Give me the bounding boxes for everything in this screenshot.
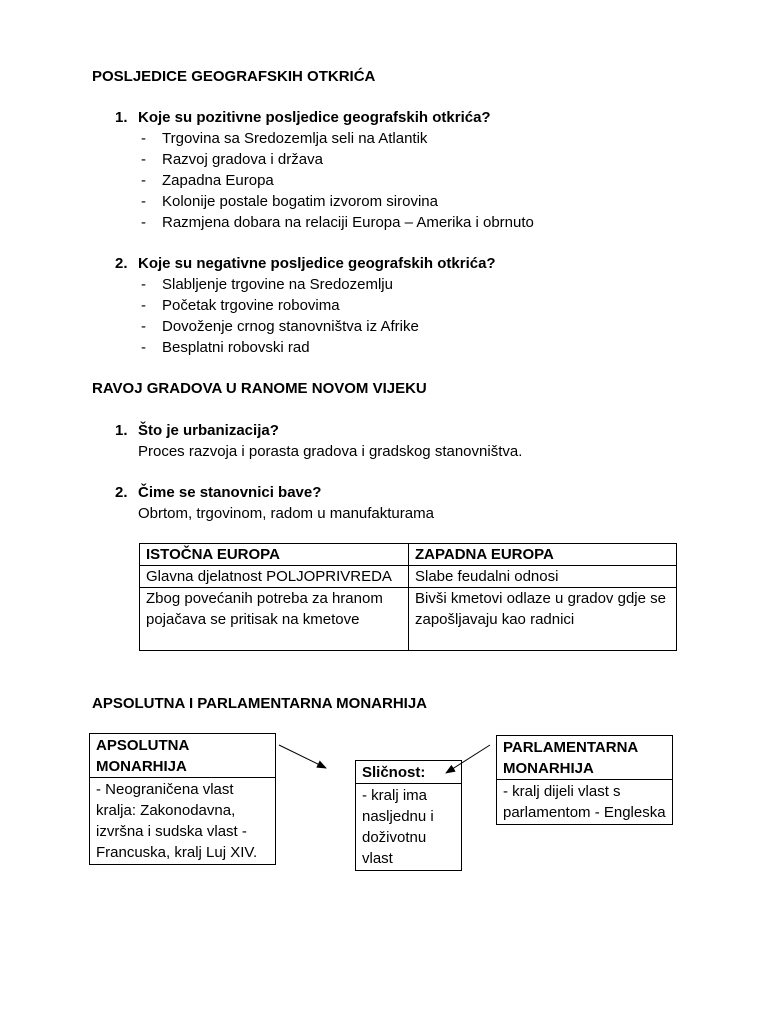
- similarity-body: - kralj ima nasljednu i doživotnu vlast: [362, 787, 434, 867]
- arrow-absolute-to-similarity: [279, 745, 326, 768]
- list-item-text: Početak trgovine robovima: [162, 297, 340, 314]
- parliamentary-monarchy-title: PARLAMENTARNA MONARHIJA: [497, 736, 672, 780]
- table-cell: Glavna djelatnost POLJOPRIVREDA: [140, 566, 409, 588]
- question-number: 2.: [115, 255, 128, 272]
- list-item-text: Dovoženje crnog stanovništva iz Afrike: [162, 318, 419, 335]
- list-item-text: Kolonije postale bogatim izvorom sirovina: [162, 193, 438, 210]
- similarity-title: Sličnost:: [356, 761, 461, 784]
- table-header-east: ISTOČNA EUROPA: [140, 544, 409, 566]
- question-number: 2.: [115, 484, 128, 501]
- table-header-west: ZAPADNA EUROPA: [409, 544, 677, 566]
- table-cell: Zbog povećanih potreba za hranom pojačava se pritisak na kmetove: [140, 588, 409, 651]
- table-cell: Bivši kmetovi odlaze u gradov gdje se zapošljavaju kao radnici: [409, 588, 677, 651]
- list-item-text: Zapadna Europa: [162, 172, 274, 189]
- question-text: Koje su negativne posljedice geografskih otkrića?: [138, 255, 496, 272]
- dash-marker: -: [141, 172, 146, 189]
- section-title-monarchy: APSOLUTNA I PARLAMENTARNA MONARHIJA: [92, 695, 427, 712]
- list-item-text: Razmjena dobara na relaciji Europa – Amerika i obrnuto: [162, 214, 534, 231]
- dash-marker: -: [141, 130, 146, 147]
- dash-marker: -: [141, 276, 146, 293]
- list-item-text: Slabljenje trgovine na Sredozemlju: [162, 276, 393, 293]
- answer-occupations: Obrtom, trgovinom, radom u manufakturama: [138, 505, 434, 522]
- dash-marker: -: [141, 297, 146, 314]
- dash-marker: -: [141, 318, 146, 335]
- dash-marker: -: [141, 339, 146, 356]
- list-item-text: Trgovina sa Sredozemlja seli na Atlantik: [162, 130, 428, 147]
- absolute-monarchy-body: - Neograničena vlast kralja: Zakonodavna, izvršna i sudska vlast - Francuska, kralj Luj XIV.: [96, 781, 258, 861]
- parliamentary-monarchy-body: - kralj dijeli vlast s parlamentom - Engleska: [503, 783, 666, 821]
- table-cell: Slabe feudalni odnosi: [409, 566, 677, 588]
- section-title-cities: RAVOJ GRADOVA U RANOME NOVOM VIJEKU: [92, 380, 427, 397]
- question-text: Što je urbanizacija?: [138, 422, 279, 439]
- dash-marker: -: [141, 193, 146, 210]
- question-number: 1.: [115, 109, 128, 126]
- list-item-text: Razvoj gradova i država: [162, 151, 323, 168]
- question-text: Čime se stanovnici bave?: [138, 484, 322, 501]
- list-item-text: Besplatni robovski rad: [162, 339, 310, 356]
- question-text: Koje su pozitivne posljedice geografskih otkrića?: [138, 109, 491, 126]
- section-title-consequences: POSLJEDICE GEOGRAFSKIH OTKRIĆA: [92, 68, 376, 85]
- dash-marker: -: [141, 151, 146, 168]
- question-number: 1.: [115, 422, 128, 439]
- answer-urbanization: Proces razvoja i porasta gradova i gradskog stanovništva.: [138, 443, 523, 460]
- absolute-monarchy-title: APSOLUTNA MONARHIJA: [90, 734, 275, 778]
- dash-marker: -: [141, 214, 146, 231]
- arrow-parliamentary-to-similarity: [446, 745, 490, 773]
